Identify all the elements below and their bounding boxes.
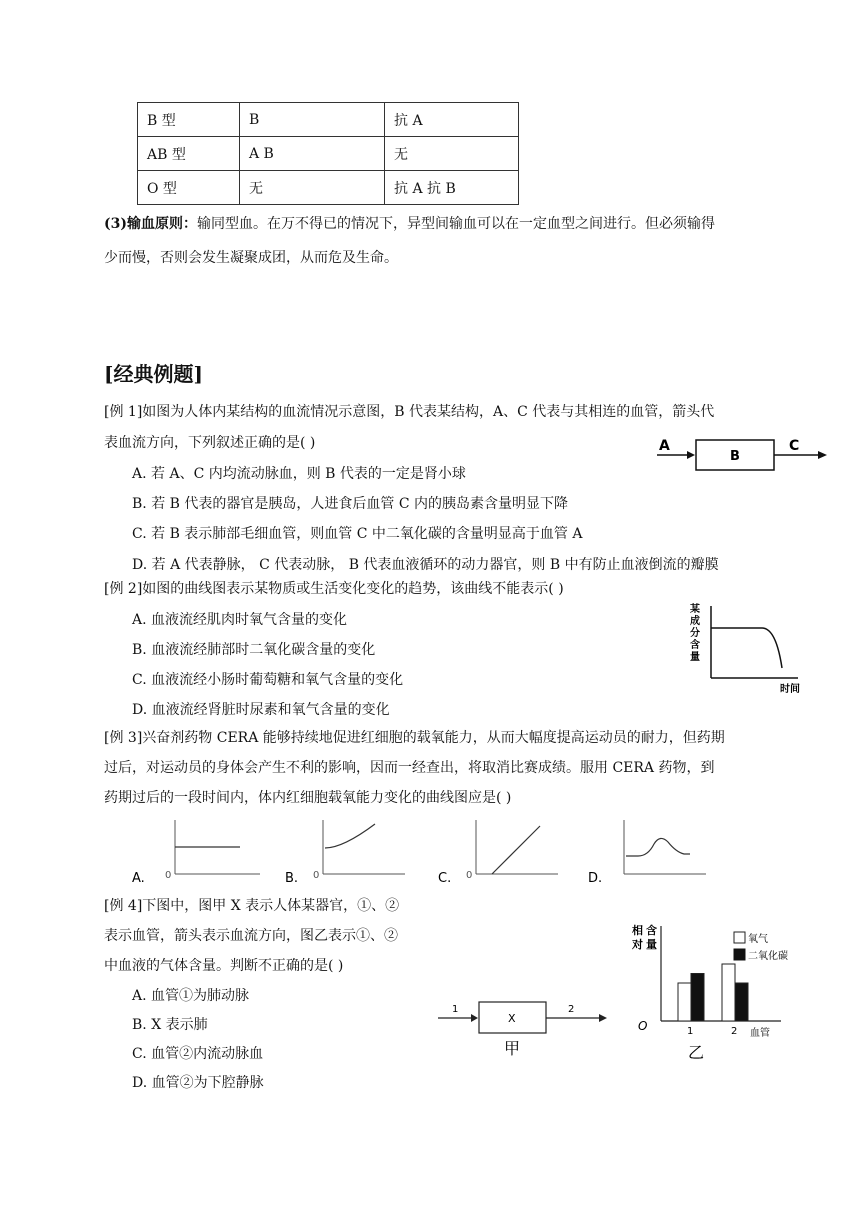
ex2-question: [例 2]如图的曲线图表示某物质或生活变化变化的趋势，该曲线不能表示( ) — [104, 581, 564, 597]
principle-text: 输同型血。在万不得已的情况下，异型间输血可以在一定血型之间进行。但必须输得 — [197, 216, 715, 232]
ex4-question-line-3: 中血液的气体含量。判断不正确的是( ) — [104, 958, 344, 974]
table-cell: 无 — [385, 137, 519, 171]
choice-label-b: B. — [285, 871, 299, 886]
principle-line-1 — [104, 214, 715, 234]
ex2-option-c: C. 血液流经小肠时葡萄糖和氧气含量的变化 — [132, 672, 404, 688]
ex1-flow-diagram — [655, 430, 835, 480]
table-cell: O 型 — [138, 171, 240, 205]
y-label-char: 量 — [646, 938, 657, 951]
table-cell: B 型 — [138, 103, 240, 137]
choice-label-a: A. — [132, 871, 145, 886]
bar-oxygen-vessel-2 — [722, 964, 735, 1021]
section-title: [经典例题] — [104, 362, 203, 386]
ex4-diagram-jia — [436, 992, 626, 1062]
legend-swatch-co2 — [734, 949, 745, 960]
bar-co2-vessel-1 — [691, 974, 704, 1022]
blood-type-table — [137, 102, 519, 205]
table-cell: AB 型 — [138, 137, 240, 171]
vessel-label-1: 1 — [452, 1004, 459, 1015]
ex1-question-line-1: [例 1]如图为人体内某结构的血流情况示意图，B 代表某结构，A、C 代表与其相连的血管，箭头代 — [104, 404, 715, 420]
organ-label: X — [508, 1012, 516, 1025]
ex4-option-b: B. X 表示肺 — [132, 1017, 208, 1033]
origin-label: 0 — [165, 870, 172, 881]
origin-label: 0 — [466, 870, 473, 881]
table-cell: 抗 A — [385, 103, 519, 137]
arrow-head — [599, 1014, 607, 1022]
category-label: 1 — [687, 1026, 694, 1037]
ex4-question-line-2: 表示血管，箭头表示血流方向，图乙表示①、② — [104, 928, 398, 944]
origin-label: 0 — [313, 870, 320, 881]
y-label-char: 相 — [632, 924, 643, 937]
category-label: 2 — [731, 1026, 738, 1037]
bar-oxygen-vessel-1 — [678, 983, 691, 1021]
ex3-graph-b — [283, 816, 418, 888]
choice-label-d: D. — [588, 871, 603, 886]
bar-co2-vessel-2 — [735, 983, 748, 1021]
origin-label: O — [638, 1019, 648, 1033]
principle-label: (3)输血原则： — [104, 216, 197, 232]
rising-curve — [325, 824, 375, 848]
x-axis-label: 血管 — [750, 1028, 770, 1039]
ex1-option-d: D. 若 A 代表静脉， C 代表动脉， B 代表血液循环的动力器官，则 B 中有防止血液倒流的瓣膜 — [132, 557, 719, 573]
ex3-graph-c — [436, 816, 571, 888]
ex1-option-c: C. 若 B 表示肺部毛细血管，则血管 C 中二氧化碳的含量明显高于血管 A — [132, 526, 583, 542]
ex1-option-b: B. 若 B 代表的器官是胰岛，人进食后血管 C 内的胰岛素含量明显下降 — [132, 496, 568, 512]
table-cell: 无 — [240, 171, 385, 205]
diagram-label-a: A — [659, 438, 670, 454]
ex4-option-c: C. 血管②内流动脉血 — [132, 1046, 264, 1062]
legend-swatch-oxygen — [734, 932, 745, 943]
ex4-question-line-1: [例 4]下图中，图甲 X 表示人体某器官，①、② — [104, 898, 400, 914]
ex1-question-line-2: 表血流方向，下列叙述正确的是( ) — [104, 435, 316, 451]
ex2-option-a: A. 血液流经肌肉时氧气含量的变化 — [132, 612, 348, 628]
linear-curve — [492, 826, 540, 874]
arrow-head — [687, 451, 695, 459]
table-cell: A B — [240, 137, 385, 171]
ex1-option-a: A. 若 A、C 内均流动脉血，则 B 代表的一定是肾小球 — [132, 466, 466, 482]
ex2-trend-graph — [676, 598, 806, 698]
ex3-graph-d — [586, 816, 721, 888]
chart-y-label — [631, 923, 657, 951]
y-label-char: 对 — [632, 938, 643, 951]
diagram-label-c: C — [789, 438, 800, 454]
table-row — [138, 103, 519, 137]
table-cell: B — [240, 103, 385, 137]
legend-label-oxygen: 氧气 — [748, 934, 768, 945]
principle-line-2: 少而慢，否则会发生凝聚成团，从而危及生命。 — [104, 250, 398, 266]
ex2-option-d: D. 血液流经肾脏时尿素和氧气含量的变化 — [132, 702, 390, 718]
ex2-option-b: B. 血液流经肺部时二氧化碳含量的变化 — [132, 642, 376, 658]
ex3-question-line-3: 药期过后的一段时间内，体内红细胞载氧能力变化的曲线图应是( ) — [104, 790, 512, 806]
ex4-option-a: A. 血管①为肺动脉 — [132, 988, 250, 1004]
bars-group — [678, 964, 748, 1021]
category-labels — [687, 1026, 737, 1037]
diagram-label-b: B — [730, 449, 740, 464]
vessel-label-2: 2 — [568, 1004, 575, 1015]
chart-caption: 乙 — [688, 1043, 705, 1062]
y-axis-label: 某成分含量 — [690, 604, 700, 663]
table-row — [138, 137, 519, 171]
ex4-chart-yi — [626, 918, 816, 1066]
y-label-char: 含 — [646, 924, 657, 937]
legend-label-co2: 二氧化碳 — [748, 951, 788, 962]
table-cell: 抗 A 抗 B — [385, 171, 519, 205]
table-row — [138, 171, 519, 205]
peak-curve — [626, 838, 690, 856]
ex4-option-d: D. 血管②为下腔静脉 — [132, 1075, 264, 1091]
arrow-head — [818, 451, 827, 459]
graph-y-label — [689, 602, 700, 663]
ex3-graph-a — [130, 816, 265, 888]
arrow-head — [471, 1014, 478, 1022]
choice-label-c: C. — [438, 871, 452, 886]
x-axis-label: 时间 — [780, 684, 800, 695]
ex3-question-line-1: [例 3]兴奋剂药物 CERA 能够持续地促进红细胞的载氧能力，从而大幅度提高运动员的耐力，但药期 — [104, 730, 725, 746]
trend-curve — [711, 628, 782, 668]
ex3-question-line-2: 过后，对运动员的身体会产生不利的影响，因而一经查出，将取消比赛成绩。服用 CERA 药物，到 — [104, 760, 715, 776]
diagram-caption: 甲 — [504, 1039, 521, 1058]
